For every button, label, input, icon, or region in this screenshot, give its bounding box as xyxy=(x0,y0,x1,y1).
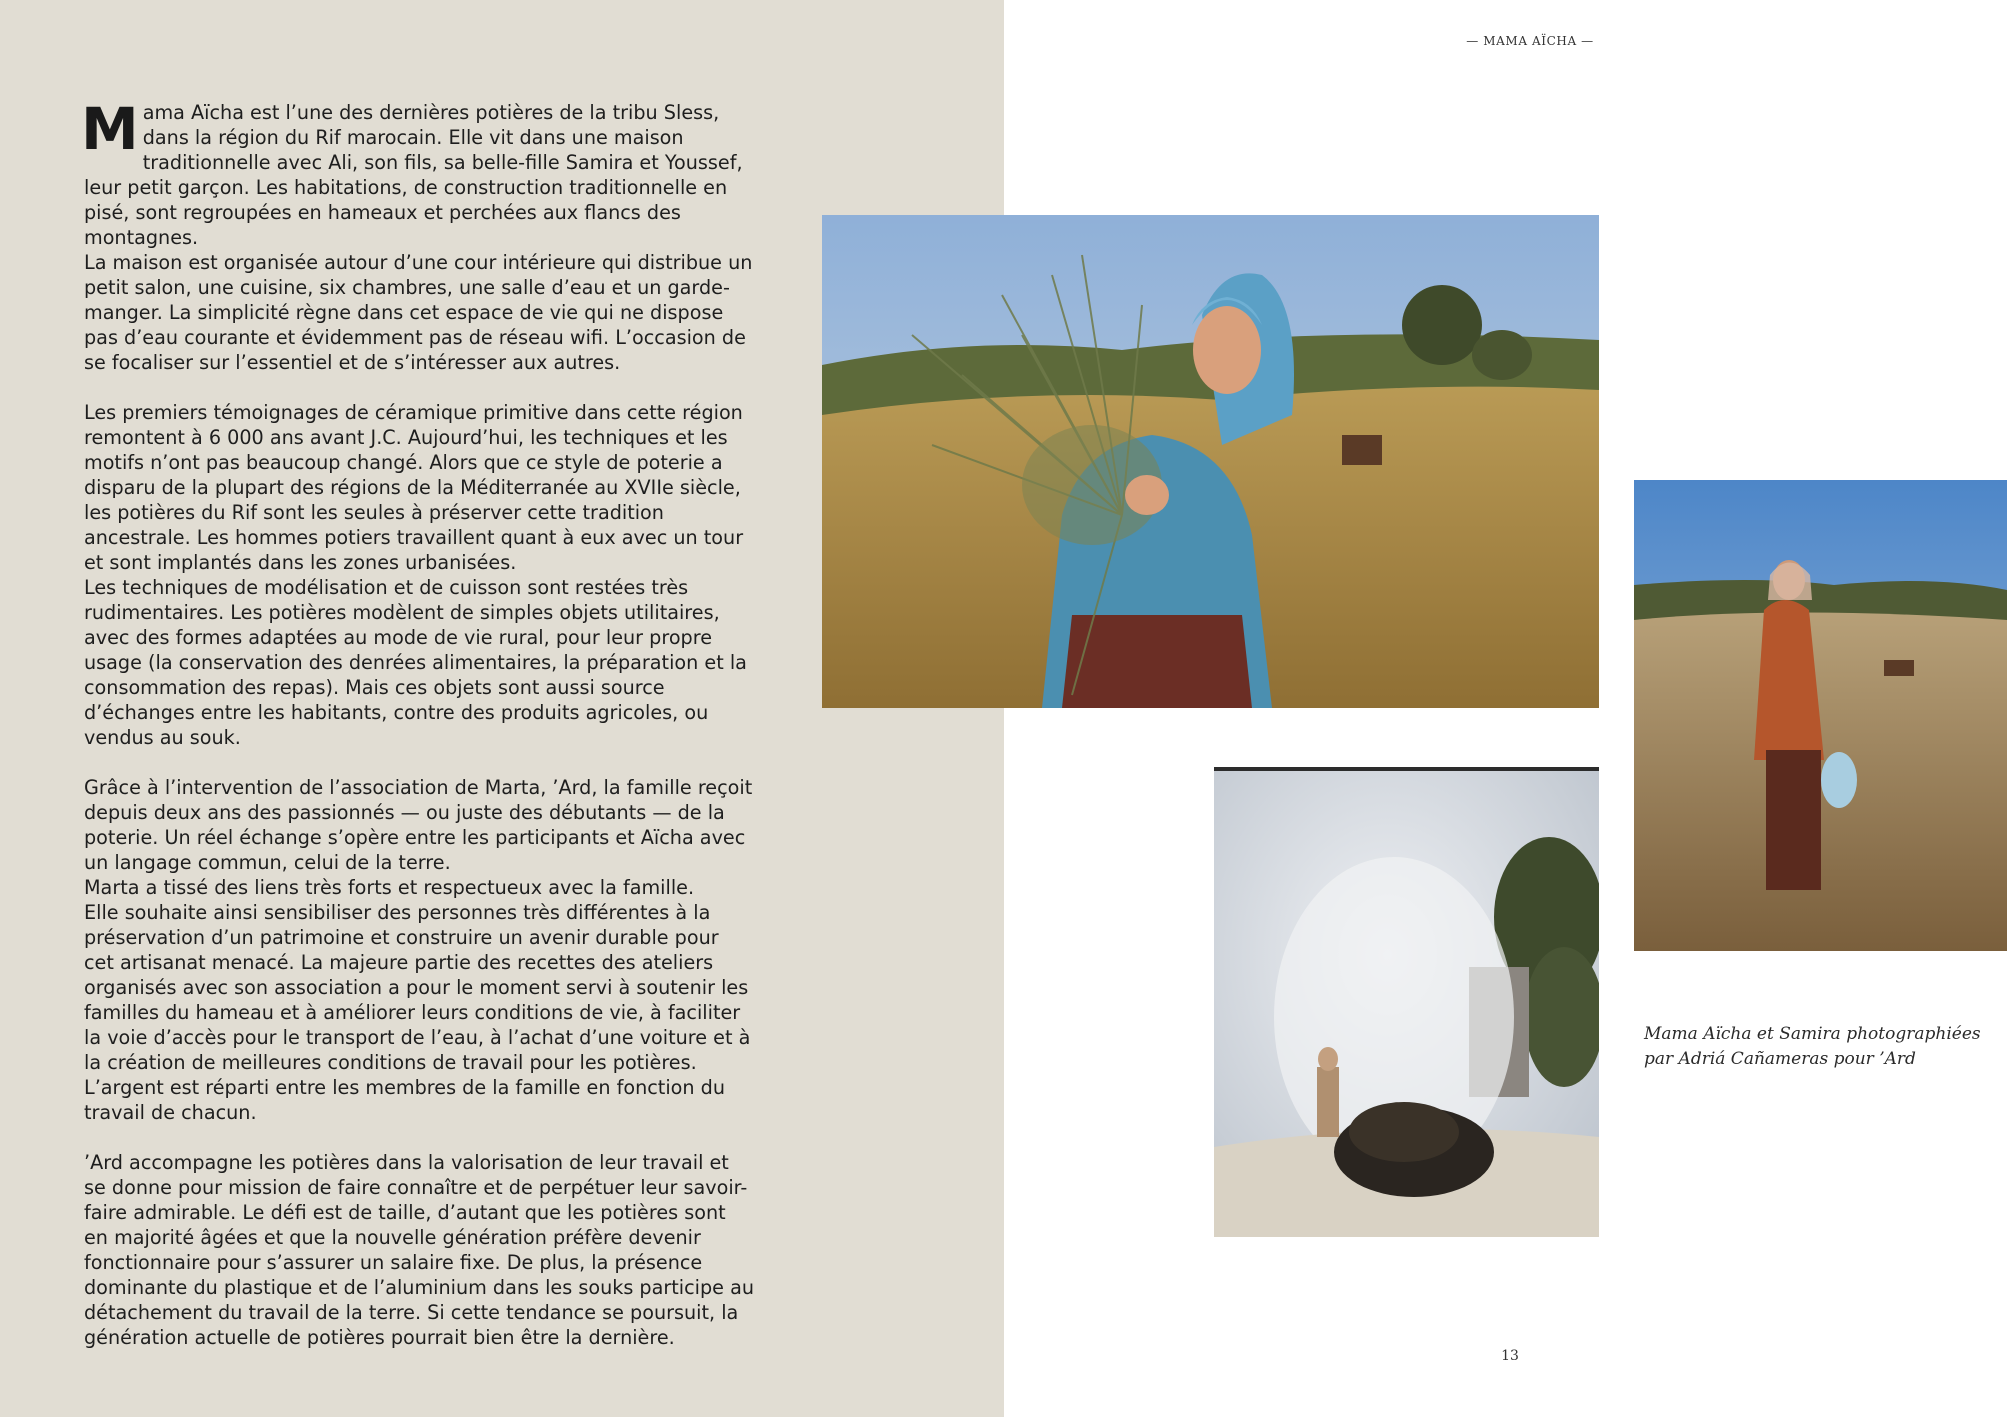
article-paragraph: Grâce à l’intervention de l’association de Marta, ’Ard, la famille reçoit depuis deux ans des passionnés — ou juste des débutants — de la poterie. Un réel échange s’opère entre les participants et Aïcha avec un langage commun, celui de la terre. xyxy=(84,776,753,874)
article-paragraph: Les premiers témoignages de céramique primitive dans cette région remontent à 6 000 ans avant J.C. Aujourd’hui, les techniques et les motifs n’ont pas beaucoup changé. Alors que ce style de poterie a disparu de la plupart des régions de la Méditerranée au XVIIe siècle, les potières du Rif sont les seules à préserver cette tradition ancestrale. Les hommes potiers travaillent quant à eux avec un tour et sont implantés dans les zones urbanisées. xyxy=(84,401,744,574)
article-paragraph: Elle souhaite ainsi sensibiliser des personnes très différentes à la préservation d’un patrimoine et construire un avenir durable pour cet artisanat menacé. La majeure partie des recettes des ateliers organisés avec son association a pour le moment servi à soutenir les familles du hameau et à améliorer leurs conditions de vie, à faciliter la voie d’accès pour le transport de l’eau, à l’achat d’une voiture et à la création de meilleures conditions de travail pour les potières. L’argent est réparti entre les membres de la famille en fonction du travail de chacun. xyxy=(84,901,751,1124)
photo-woman-with-herbs xyxy=(822,215,1599,708)
article-paragraph: La maison est organisée autour d’une cour intérieure qui distribue un petit salon, une cuisine, six chambres, une salle d’eau et un garde-manger. La simplicité règne dans cet espace de vie qui ne dispose pas d’eau courante et évidemment pas de réseau wifi. L’occasion de se focaliser sur l’essentiel et de s’intéresser aux autres. xyxy=(84,251,753,374)
photo-samira-in-field xyxy=(1634,480,2007,951)
article-paragraph: Marta a tissé des liens très forts et respectueux avec la famille. xyxy=(84,876,695,899)
drop-cap: M xyxy=(81,95,139,163)
article-paragraph: Les techniques de modélisation et de cuisson sont restées très rudimentaires. Les potières modèlent de simples objets utilitaires, avec des formes adaptées au mode de vie rural, pour leur propre usage (la conservation des denrées alimentaires, la préparation et la consommation des repas). Mais ces objets sont aussi source d’échanges entre les habitants, contre des produits agricoles, ou vendus au souk. xyxy=(84,576,747,749)
article-body xyxy=(81,95,754,1350)
caption-line: Mama Aïcha et Samira photographiées xyxy=(1644,1024,1981,1044)
page-number: 13 xyxy=(1501,1348,1519,1364)
photo-pottery-firing-smoke xyxy=(1214,767,1599,1237)
caption-line: par Adriá Cañameras pour ’Ard xyxy=(1644,1049,1916,1069)
article-paragraph: Mama Aïcha est l’une des dernières potières de la tribu Sless, dans la région du Rif marocain. Elle vit dans une maison traditionnelle avec Ali, son fils, sa belle-fille Samira et Youssef, leur petit garçon. Les habitations, de construction traditionnelle en pisé, sont regroupées en hameaux et perchées aux flancs des montagnes. xyxy=(81,95,743,249)
photo-caption xyxy=(1644,1022,1984,1072)
running-header: — MAMA AÏCHA — xyxy=(1466,34,1594,48)
article-paragraph: ’Ard accompagne les potières dans la valorisation de leur travail et se donne pour mission de faire connaître et de perpétuer leur savoir-faire admirable. Le défi est de taille, d’autant que les potières sont en majorité âgées et que la nouvelle génération préfère devenir fonctionnaire pour s’assurer un salaire fixe. De plus, la présence dominante du plastique et de l’aluminium dans les souks participe au détachement du travail de la terre. Si cette tendance se poursuit, la génération actuelle de potières pourrait bien être la dernière. xyxy=(84,1151,754,1349)
